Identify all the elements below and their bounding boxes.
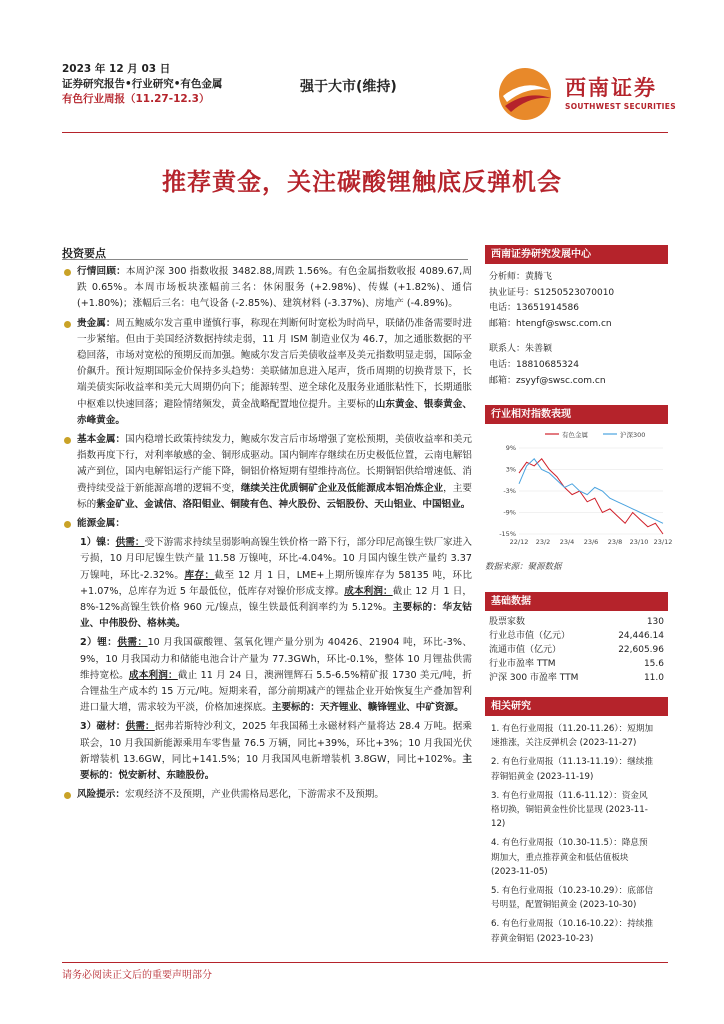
related-research-title: 相关研究	[485, 697, 668, 716]
series-line-nonferrous	[519, 459, 663, 534]
legend-label-hs300: 沪深300	[620, 431, 646, 439]
basic-data-value: 15.6	[643, 659, 664, 669]
legend-label-nonferrous: 有色金属	[562, 431, 588, 439]
basic-data-key: 行业总市值（亿元）	[489, 631, 571, 641]
basic-data-key: 行业市盈率 TTM	[489, 659, 556, 669]
basic-data-key: 沪深 300 市盈率 TTM	[489, 673, 579, 683]
y-tick-label: -3%	[503, 487, 516, 495]
company-logo-icon	[497, 66, 559, 122]
x-tick-label: 22/12	[509, 538, 529, 546]
section-title: 投资要点	[62, 247, 106, 260]
x-tick-label: 23/4	[559, 538, 575, 546]
basic-data-title: 基础数据	[485, 592, 668, 611]
y-tick-label: -9%	[503, 508, 516, 517]
x-tick-label: 23/2	[535, 538, 551, 546]
industry-rating: 强于大市(维持)	[300, 79, 397, 95]
weekly-range: 有色行业周报（11.27-12.3）	[62, 93, 210, 105]
footer-divider	[62, 962, 668, 963]
magnet-paragraph: 3）磁材：供需：据弗若斯特沙利文，2025 年我国稀土永磁材料产量将达 28.4 万吨。据乘联会，10 月我国新能源乘用车零售量 76.5 万辆，同比+39%，环比+3%；10 月我国光伏新增装机 13.6GW，同比+141.5%；10 月我国风电新增装机 3.8GW，同比+102%。主要标的：悦安新材、东睦股份。	[80, 721, 472, 782]
analyst-phone: 电话：13651914586	[489, 303, 579, 314]
investment-points	[62, 264, 472, 807]
basic-data-row	[485, 643, 668, 657]
basic-data-key: 股票家数	[489, 617, 526, 627]
section-divider	[62, 259, 468, 260]
related-research-item[interactable]: 5. 有色行业周报（10.23-10.29）：底部信号明显，配置铜铝黄金 (2023-10-30)	[491, 886, 654, 911]
base-metals: 基本金属：国内稳增长政策持续发力，鲍威尔发言后市场增强了宽松预期，美债收益率和美元指数再度下行，对利率敏感的金、铜形成驱动。国内铜库存继续在历史极低位置，云南电解铝减产到位，国内电解铝运行产能下降，铜铝价格短期有望维持高位。长期铜铝供给增速低、消费持续受益于新能源高增的逻辑不变，继续关注优质铜矿企业及低能源成本铝冶炼企业，主要标的紫金矿业、金诚信、洛阳钼业、铜陵有色、神火股份、云铝股份、天山铝业、中国铝业。	[62, 432, 472, 513]
y-tick-label: 9%	[505, 444, 516, 452]
risk-warning: 风险提示：宏观经济不及预期，产业供需格局恶化，下游需求不及预期。	[62, 787, 472, 803]
related-research-item[interactable]: 4. 有色行业周报（10.30-11.5）：降息预期加大，重点推荐黄金和低估值板块 (2023-11-05)	[491, 838, 648, 877]
contact-email: 邮箱：zsyyf@swsc.com.cn	[489, 375, 606, 386]
basic-data-table	[485, 611, 668, 685]
market-review: 行情回顾：本周沪深 300 指数收报 3482.88,周跌 1.56%。有色金属指数收报 4089.67,周跌 0.65%。本周市场板块涨幅前三名：休闲服务 (+2.98%)、传媒 (+1.82%)、通信 (+1.80%)；涨幅后三名：电气设备 (-2.85%)、建筑材料 (-3.37%)、房地产 (-4.89%)。	[62, 264, 472, 313]
basic-data-row	[485, 615, 668, 629]
footer-disclaimer: 请务必阅读正文后的重要声明部分	[62, 970, 212, 981]
analyst-name: 分析师：黄腾飞	[489, 272, 553, 282]
related-research-item[interactable]: 2. 有色行业周报（11.13-11.19）：继续推荐铜铝黄金 (2023-11-19)	[491, 757, 654, 782]
basic-data-row	[485, 657, 668, 671]
related-research-list	[485, 716, 668, 946]
y-tick-label: 3%	[505, 465, 516, 474]
basic-data-row	[485, 671, 668, 685]
basic-data-value: 130	[646, 617, 664, 627]
report-title: 推荐黄金，关注碳酸锂触底反弹机会	[162, 167, 562, 196]
relative-index-chart	[485, 424, 673, 554]
basic-data-value: 24,446.14	[618, 631, 664, 641]
logo-text-cn: 西南证券	[565, 75, 657, 100]
analyst-box	[485, 245, 668, 389]
report-header-left	[62, 62, 222, 107]
basic-data-value: 22,605.96	[618, 645, 664, 655]
precious-metals: 贵金属：周五鲍威尔发言重申谨慎行事，称现在判断何时宽松为时尚早，联储仍准备需要时进一步紧缩。但由于美国经济数据持续走弱，11 月 ISM 制造业仅为 46.7，加之通胀数据的平稳回落，市场对宽松的预期反而加强。鲍威尔发言后美债收益率及美元指数明显走弱，国际金价飙升。预计短期国际金价保持多头趋势：美联储加息进入尾声，货币周期的切换背景下，长端美债实际收益率和美元大周期仍向下；能源转型、逆全球化及服务业通胀粘性下，长期通胀中枢难以快速回落；避险情绪频发，黄金战略配置地位提升。主要标的山东黄金、银泰黄金、赤峰黄金。	[62, 316, 472, 429]
contact-name: 联系人：朱善颖	[489, 344, 553, 355]
basic-data-key: 流通市值（亿元）	[489, 645, 562, 655]
x-tick-label: 23/12	[653, 538, 673, 546]
report-type: 证券研究报告•行业研究•有色金属	[62, 78, 223, 90]
x-tick-label: 23/8	[607, 538, 623, 546]
related-research-item[interactable]: 6. 有色行业周报（10.16-10.22）：持续推荐黄金铜铝 (2023-10-23)	[491, 919, 654, 944]
related-research-item[interactable]: 3. 有色行业周报（11.6-11.12）：资金风格切换，铜铝黄金性价比显现 (2023-11-12)	[491, 790, 648, 830]
contact-phone: 电话：18810685324	[489, 359, 579, 370]
report-date: 2023 年 12 月 03 日	[62, 63, 171, 75]
chart-title: 行业相对指数表现	[485, 405, 668, 424]
analyst-email: 邮箱：htengf@swsc.com.cn	[489, 318, 612, 329]
data-source: 数据来源：聚源数据	[485, 562, 562, 572]
nickel-paragraph: 1）镍：供需：受下游需求持续呈弱影响高镍生铁价格一路下行，部分印尼高镍生铁厂家进入亏损，10 月印尼镍生铁产量 11.58 万镍吨，环比-4.04%。10 月国内镍生铁产量约 3.37 万镍吨，环比-2.32%。库存：截至 12 月 1 日，LME+上期所镍库存为 58135 吨，环比+1.07%，总库存为近 5 年最低位，低库存对镍价形成支撑。成本利润：截止 12 月 1 日，8%-12%高镍生铁价格 960 元/镍点，镍生铁最低利润率约为 5.12%。主要标的：华友钴业、中伟股份、格林美。	[80, 537, 473, 630]
header-divider	[62, 132, 668, 133]
x-tick-label: 23/10	[629, 538, 649, 546]
lithium-paragraph: 2）锂：供需：10 月我国碳酸锂、氢氧化锂产量分别为 40426、21904 吨，环比-3%、9%，10 月我国动力和储能电池合计产量为 77.3GWh，环比-0.1%，整体 10 月锂盐供需维持宽松。成本利润：截止 11 月 24 日，澳洲锂辉石 5.5-6.5%精矿报 1730 美元/吨，折合锂盐生产成本约 15 万元/吨。短期来看，部分前期减产的锂盐企业开始恢复生产叠加智利进口量大增，需求较为平淡，价格加速探底。主要标的：天齐锂业、赣锋锂业、中矿资源。	[80, 637, 472, 714]
basic-data-row	[485, 629, 668, 643]
y-tick-label: -15%	[499, 530, 516, 538]
research-center-title: 西南证券研究发展中心	[485, 245, 668, 264]
x-tick-label: 23/6	[583, 538, 599, 546]
logo-text-en: SOUTHWEST SECURITIES	[565, 102, 676, 111]
related-research-box	[485, 697, 668, 951]
basic-data-value: 11.0	[643, 673, 664, 683]
basic-data-box	[485, 592, 668, 685]
energy-metals: 能源金属：	[62, 516, 472, 532]
analyst-license: 执业证号：S1250523070010	[489, 287, 615, 298]
related-research-item[interactable]: 1. 有色行业周报（11.20-11.26）：短期加速推涨，关注反弹机会 (2023-11-27)	[491, 724, 654, 749]
index-chart-box	[485, 405, 673, 572]
